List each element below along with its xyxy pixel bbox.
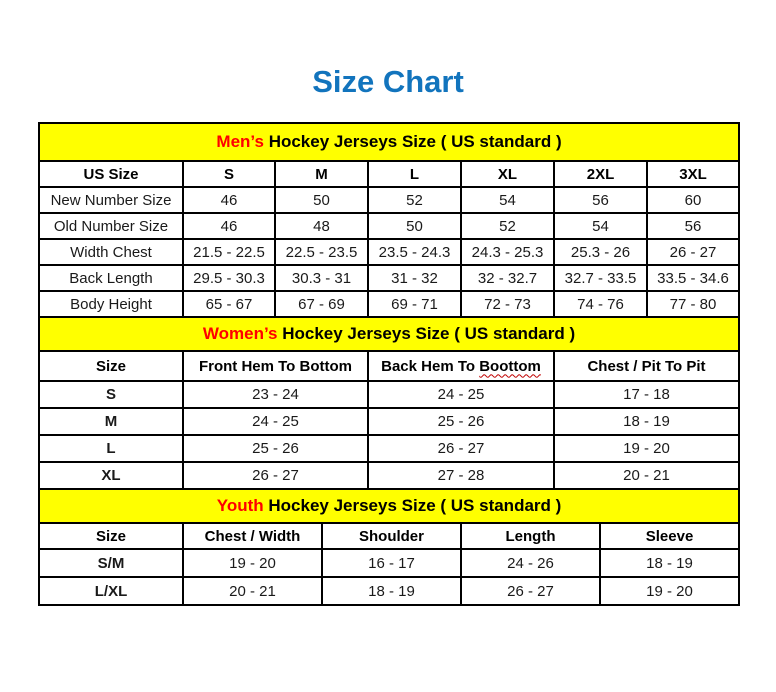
- data-cell: 33.5 - 34.6: [647, 265, 739, 291]
- data-cell: 48: [275, 213, 368, 239]
- header-text: Back Hem To: [381, 357, 480, 375]
- row-label: L: [39, 435, 183, 462]
- row-label: Old Number Size: [39, 213, 183, 239]
- womens-section-heading: [39, 317, 739, 351]
- data-cell: 54: [461, 187, 554, 213]
- data-cell: 19 - 20: [183, 549, 322, 577]
- data-cell: 52: [368, 187, 461, 213]
- row-label: Back Length: [39, 265, 183, 291]
- mens-column-header-row: [39, 161, 739, 187]
- header-cell: US Size: [39, 161, 183, 187]
- table-row: [39, 408, 739, 435]
- data-cell: 72 - 73: [461, 291, 554, 317]
- header-cell: 3XL: [647, 161, 739, 187]
- data-cell: 25 - 26: [183, 435, 368, 462]
- table-row: [39, 239, 739, 265]
- youth-column-header-row: [39, 523, 739, 549]
- row-label: S: [39, 381, 183, 408]
- youth-heading-accent: Youth: [216, 496, 264, 515]
- header-cell: XL: [461, 161, 554, 187]
- data-cell: 25 - 26: [368, 408, 554, 435]
- data-cell: 32.7 - 33.5: [554, 265, 647, 291]
- data-cell: 16 - 17: [322, 549, 461, 577]
- youth-section-header-row: [39, 489, 739, 523]
- header-cell: S: [183, 161, 275, 187]
- womens-heading-accent: Women’s: [202, 324, 278, 343]
- row-label: S/M: [39, 549, 183, 577]
- womens-section-header-row: [39, 317, 739, 351]
- header-cell: Sleeve: [600, 523, 739, 549]
- data-cell: 24 - 25: [368, 381, 554, 408]
- data-cell: 56: [647, 213, 739, 239]
- table-row: [39, 187, 739, 213]
- table-row: [39, 577, 739, 605]
- data-cell: 20 - 21: [183, 577, 322, 605]
- header-cell-misspelled: [368, 351, 554, 381]
- data-cell: 74 - 76: [554, 291, 647, 317]
- womens-column-header-row: [39, 351, 739, 381]
- header-cell: Size: [39, 351, 183, 381]
- header-cell: 2XL: [554, 161, 647, 187]
- data-cell: 46: [183, 213, 275, 239]
- mens-section-heading: [39, 123, 739, 161]
- table-row: [39, 381, 739, 408]
- row-label: New Number Size: [39, 187, 183, 213]
- data-cell: 24.3 - 25.3: [461, 239, 554, 265]
- table-row: [39, 265, 739, 291]
- data-cell: 24 - 26: [461, 549, 600, 577]
- data-cell: 23.5 - 24.3: [368, 239, 461, 265]
- table-row: [39, 462, 739, 489]
- data-cell: 60: [647, 187, 739, 213]
- data-cell: 31 - 32: [368, 265, 461, 291]
- mens-heading-rest: Hockey Jerseys Size ( US standard ): [263, 132, 562, 151]
- youth-heading-rest: Hockey Jerseys Size ( US standard ): [263, 496, 562, 515]
- data-cell: 19 - 20: [554, 435, 739, 462]
- data-cell: 19 - 20: [600, 577, 739, 605]
- data-cell: 52: [461, 213, 554, 239]
- data-cell: 26 - 27: [647, 239, 739, 265]
- data-cell: 67 - 69: [275, 291, 368, 317]
- mens-section-header-row: [39, 123, 739, 161]
- data-cell: 26 - 27: [368, 435, 554, 462]
- mens-size-table: [38, 122, 740, 318]
- data-cell: 18 - 19: [322, 577, 461, 605]
- row-label: Body Height: [39, 291, 183, 317]
- row-label: M: [39, 408, 183, 435]
- misspelled-word: Boottom: [479, 357, 541, 375]
- data-cell: 26 - 27: [183, 462, 368, 489]
- header-cell: M: [275, 161, 368, 187]
- data-cell: 65 - 67: [183, 291, 275, 317]
- data-cell: 25.3 - 26: [554, 239, 647, 265]
- data-cell: 50: [368, 213, 461, 239]
- header-cell: Length: [461, 523, 600, 549]
- row-label: XL: [39, 462, 183, 489]
- table-row: [39, 549, 739, 577]
- data-cell: 23 - 24: [183, 381, 368, 408]
- data-cell: 24 - 25: [183, 408, 368, 435]
- header-cell: Chest / Pit To Pit: [554, 351, 739, 381]
- header-cell: Front Hem To Bottom: [183, 351, 368, 381]
- table-row: [39, 291, 739, 317]
- row-label: Width Chest: [39, 239, 183, 265]
- youth-size-table: [38, 488, 740, 606]
- womens-size-table: [38, 316, 740, 490]
- data-cell: 69 - 71: [368, 291, 461, 317]
- data-cell: 22.5 - 23.5: [275, 239, 368, 265]
- mens-heading-accent: Men’s: [216, 132, 264, 151]
- header-cell: Shoulder: [322, 523, 461, 549]
- data-cell: 26 - 27: [461, 577, 600, 605]
- data-cell: 17 - 18: [554, 381, 739, 408]
- table-row: [39, 435, 739, 462]
- data-cell: 46: [183, 187, 275, 213]
- youth-section-heading: [39, 489, 739, 523]
- data-cell: 50: [275, 187, 368, 213]
- header-cell: Chest / Width: [183, 523, 322, 549]
- row-label: L/XL: [39, 577, 183, 605]
- womens-heading-rest: Hockey Jerseys Size ( US standard ): [277, 324, 576, 343]
- data-cell: 77 - 80: [647, 291, 739, 317]
- page-title: Size Chart: [312, 64, 464, 99]
- data-cell: 27 - 28: [368, 462, 554, 489]
- data-cell: 20 - 21: [554, 462, 739, 489]
- header-cell: Size: [39, 523, 183, 549]
- data-cell: 54: [554, 213, 647, 239]
- table-row: [39, 213, 739, 239]
- data-cell: 21.5 - 22.5: [183, 239, 275, 265]
- size-tables: [38, 122, 738, 606]
- data-cell: 30.3 - 31: [275, 265, 368, 291]
- data-cell: 18 - 19: [554, 408, 739, 435]
- data-cell: 56: [554, 187, 647, 213]
- data-cell: 29.5 - 30.3: [183, 265, 275, 291]
- header-cell: L: [368, 161, 461, 187]
- data-cell: 32 - 32.7: [461, 265, 554, 291]
- data-cell: 18 - 19: [600, 549, 739, 577]
